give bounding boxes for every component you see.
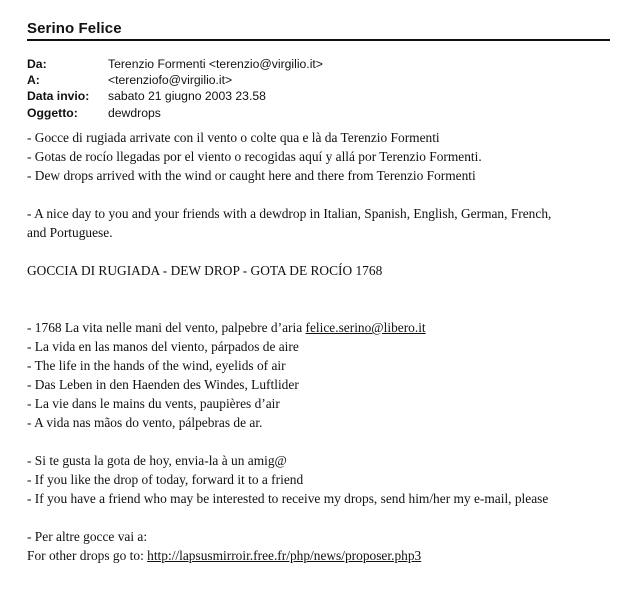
- spacer: [27, 432, 627, 451]
- greeting-line-1: - A nice day to you and your friends with a dewdrop in Italian, Spanish, English, German, French,: [27, 206, 552, 221]
- drop-line-es: - La vida en las manos del viento, párpados de aire: [27, 339, 299, 354]
- other-drops-link[interactable]: http://lapsusmirroir.free.fr/php/news/proposer.php3: [147, 548, 422, 563]
- other-drops-it: - Per altre gocce vai a:: [27, 529, 148, 544]
- drop-line-pt: - A vida nas mãos do vento, pálpebras de ar.: [27, 415, 263, 430]
- intro-line-es: - Gotas de rocío llegadas por el viento o recogidas aquí y allá por Terenzio Formenti.: [27, 149, 482, 164]
- other-drops-en-text: For other drops go to:: [27, 548, 148, 563]
- intro-line-en: - Dew drops arrived with the wind or caught here and there from Terenzio Formenti: [27, 168, 476, 183]
- drop-line-it: [27, 318, 627, 337]
- meta-key-to: A:: [27, 73, 40, 88]
- meta-key-from: Da:: [27, 57, 47, 71]
- meta-value-subject: dewdrops: [108, 105, 161, 120]
- header-divider: [27, 39, 610, 41]
- other-drops-en: [27, 546, 627, 565]
- spacer: [27, 242, 627, 261]
- meta-value-from: Terenzio Formenti <terenzio@virgilio.it>: [108, 57, 323, 71]
- drop-line-de: - Das Leben in den Haenden des Windes, Luftlider: [27, 377, 299, 392]
- share-line-pt: - Si te gusta la gota de hoy, envia-la à un amig@: [27, 453, 287, 468]
- email-metadata: [27, 56, 323, 121]
- meta-key-date: Data invio:: [27, 89, 90, 104]
- spacer: [27, 280, 627, 318]
- meta-row-subject: [27, 105, 323, 121]
- meta-row-from: [27, 56, 323, 72]
- spacer: [27, 185, 627, 204]
- greeting-line-2: and Portuguese.: [27, 225, 113, 240]
- drop-line-en: - The life in the hands of the wind, eyelids of air: [27, 358, 286, 373]
- author-email-link[interactable]: felice.serino@libero.it: [305, 320, 426, 335]
- drop-title: GOCCIA DI RUGIADA - DEW DROP - GOTA DE ROCÍO 1768: [27, 263, 383, 278]
- share-line-en: - If you like the drop of today, forward it to a friend: [27, 472, 304, 487]
- meta-row-date: [27, 88, 323, 104]
- meta-value-to: <terenziofo@virgilio.it>: [108, 73, 233, 88]
- drop-line-fr: - La vie dans le mains du vents, paupières d’air: [27, 396, 280, 411]
- drop-line-it-text: - 1768 La vita nelle mani del vento, palpebre d’aria: [27, 320, 306, 335]
- meta-value-date: sabato 21 giugno 2003 23.58: [108, 89, 266, 104]
- share-line-email: - If you have a friend who may be interested to receive my drops, send him/her my e-mail, please: [27, 491, 549, 506]
- sender-name: Serino Felice: [27, 20, 122, 37]
- spacer: [27, 508, 627, 527]
- email-body: [27, 128, 627, 565]
- meta-key-subject: Oggetto:: [27, 105, 78, 120]
- meta-row-to: [27, 72, 323, 88]
- intro-line-it: - Gocce di rugiada arrivate con il vento o colte qua e là da Terenzio Formenti: [27, 130, 440, 145]
